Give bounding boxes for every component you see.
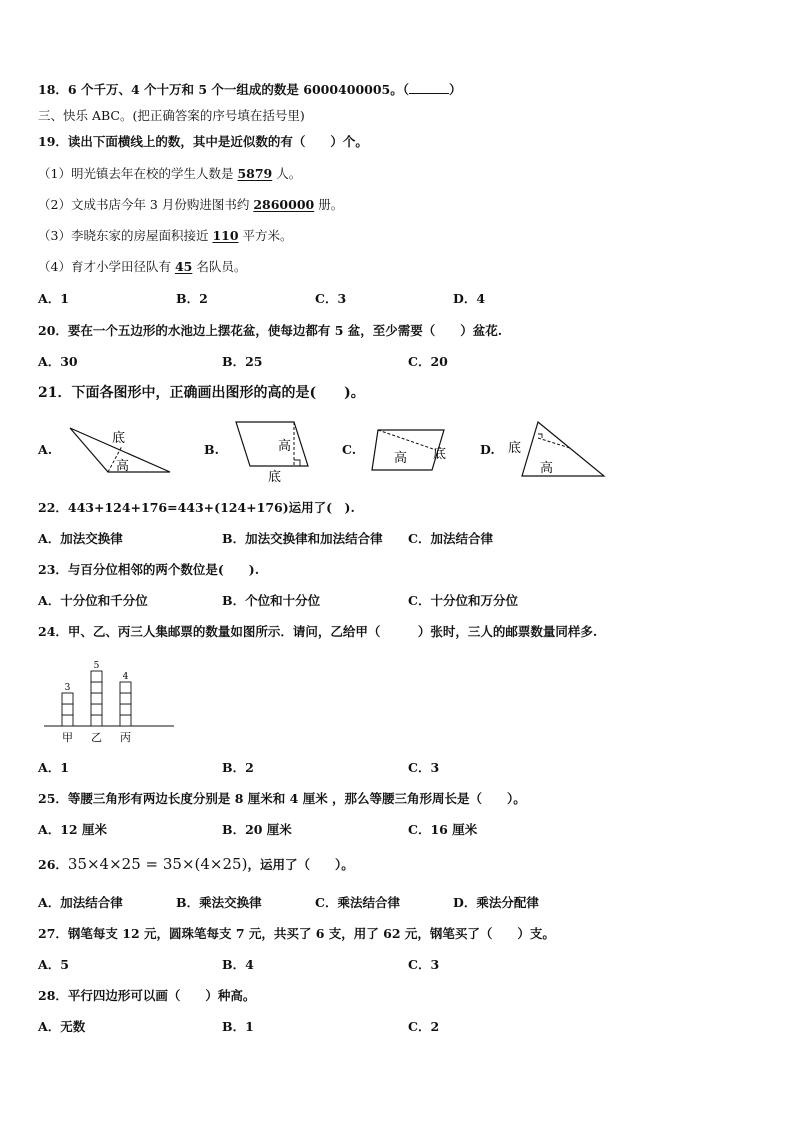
q21-option-a[interactable]: A. [38,442,53,457]
q27-option-a[interactable]: A．5 [38,957,69,972]
chart-bar-cell [120,704,131,715]
q19-item-1-unit: 人。 [272,166,302,181]
q19-item-2-number: 2860000 [253,197,315,212]
question-26-stem [38,856,354,873]
q26-option-c[interactable]: C．乘法结合律 [315,895,400,910]
q19-option-c[interactable]: C．3 [315,291,347,306]
q27-option-c[interactable]: C．3 [408,957,440,972]
chart-value-label: 3 [64,683,71,693]
q21-figure-d [504,416,610,480]
question-19-stem: 19．读出下面横线上的数，其中是近似数的有（ ）个。 [38,134,368,149]
chart-bar-cell [91,715,102,726]
q26-number: 26． [38,857,68,872]
question-21-stem: 21．下面各图形中，正确画出图形的高的是( )。 [38,385,365,401]
q19-item-2-text: （2）文成书店今年 3 月份购进图书约 [38,197,254,212]
question-28-stem: 28．平行四边形可以画（ ）种高。 [38,988,256,1003]
chart-category-label: 甲 [62,731,73,744]
q19-item-2-unit: 册。 [314,197,344,212]
q19-option-b[interactable]: B．2 [176,291,208,306]
question-23-stem: 23．与百分位相邻的两个数位是( ). [38,562,260,577]
question-18 [38,82,462,98]
question-24-stem: 24．甲、乙、丙三人集邮票的数量如图所示．请问，乙给甲（ ）张时，三人的邮票数量同样多. [38,624,598,639]
q19-item-4-text: （4）育才小学田径队有 [38,259,175,274]
chart-bar-cell [62,704,73,715]
q19-item-4-unit: 名队员。 [192,259,247,274]
q25-option-c[interactable]: C．16 厘米 [408,822,478,837]
q23-option-c[interactable]: C．十分位和万分位 [408,593,518,608]
q21-b-height-label: 高 [278,439,292,454]
q19-item-3 [38,228,293,244]
q24-option-c[interactable]: C．3 [408,760,440,775]
q19-item-1-text: （1）明光镇去年在校的学生人数是 [38,166,238,181]
q24-option-b[interactable]: B．2 [222,760,254,775]
q21-option-d[interactable]: D. [480,442,495,457]
chart-value-label: 5 [93,661,100,671]
chart-category-label: 丙 [120,731,131,744]
q18-text: 6 个千万、4 个十万和 5 个一组成的数是 6000400005。（ [67,82,409,97]
question-22-stem: 22．443+124+176=443+(124+176)运用了( ). [38,500,355,515]
chart-bar-cell [62,693,73,704]
question-25-stem: 25．等腰三角形有两边长度分别是 8 厘米和 4 厘米 ，那么等腰三角形周长是（ ）。 [38,791,526,806]
q20-option-a[interactable]: A．30 [38,354,78,369]
q20-option-c[interactable]: C．20 [408,354,448,369]
q19-option-a[interactable]: A．1 [38,291,69,306]
q25-option-b[interactable]: B．20 厘米 [222,822,292,837]
q27-option-b[interactable]: B．4 [222,957,254,972]
q18-number: 18． [38,82,68,97]
chart-bar-cell [91,682,102,693]
q28-option-c[interactable]: C．2 [408,1019,440,1034]
chart-category-label: 乙 [91,731,102,744]
q18-close: ） [448,82,462,97]
chart-bar-cell [120,693,131,704]
q26-formula: 35×4×25 = 35×(4×25) [67,855,248,873]
chart-bar-cell [120,682,131,693]
q24-option-a[interactable]: A．1 [38,760,69,775]
q21-option-c[interactable]: C. [342,442,357,457]
q26-option-a[interactable]: A．加法结合律 [38,895,123,910]
q26-option-d[interactable]: D．乘法分配律 [453,895,539,910]
q21-d-height-label: 高 [540,461,554,476]
q22-option-b[interactable]: B．加法交换律和加法结合律 [222,531,383,546]
q21-a-height-label: 高 [116,459,130,474]
chart-bar-cell [91,704,102,715]
q18-answer-blank[interactable] [409,82,449,94]
q20-option-b[interactable]: B．25 [222,354,263,369]
q19-item-4 [38,259,246,275]
q19-item-4-number: 45 [174,259,193,274]
q21-b-base-label: 底 [268,470,282,484]
section-3-heading: 三、快乐 ABC。(把正确答案的序号填在括号里) [38,108,305,123]
question-20-stem: 20．要在一个五边形的水池边上摆花盆，使每边都有 5 盆，至少需要（ ）盆花. [38,323,503,338]
q19-item-3-unit: 平方米。 [238,228,293,243]
q23-option-a[interactable]: A．十分位和千分位 [38,593,148,608]
q19-option-d[interactable]: D．4 [453,291,486,306]
q28-option-b[interactable]: B．1 [222,1019,254,1034]
q22-option-a[interactable]: A．加法交换律 [38,531,123,546]
q21-d-base-label: 底 [508,441,522,456]
question-27-stem: 27．钢笔每支 12 元，圆珠笔每支 7 元，共买了 6 支，用了 62 元，钢笔买了（ ）支。 [38,926,555,941]
q19-item-3-number: 110 [212,228,239,243]
chart-value-label: 4 [122,672,129,682]
q21-option-b[interactable]: B. [204,442,219,457]
chart-bar-cell [120,715,131,726]
q21-figure-c [366,422,462,478]
q19-item-3-text: （3）李晓东家的房屋面积接近 [38,228,213,243]
q28-option-a[interactable]: A．无数 [38,1019,86,1034]
q21-c-base-label: 底 [433,447,447,462]
chart-bar-cell [91,693,102,704]
q21-a-base-label: 底 [112,431,126,446]
q21-c-height-label: 高 [394,451,408,466]
chart-bar-cell [62,715,73,726]
q22-option-c[interactable]: C．加法结合律 [408,531,493,546]
q26-tail: ，运用了（ ）。 [247,857,354,872]
q26-option-b[interactable]: B．乘法交换律 [176,895,262,910]
q24-stamp-chart [40,650,180,746]
q19-item-1-number: 5879 [237,166,273,181]
q25-option-a[interactable]: A．12 厘米 [38,822,107,837]
q21-figure-b [228,418,318,484]
q19-item-1 [38,166,301,182]
chart-bar-cell [91,671,102,682]
q21-figure-a [62,422,180,478]
q19-item-2 [38,197,343,213]
q23-option-b[interactable]: B．个位和十分位 [222,593,321,608]
